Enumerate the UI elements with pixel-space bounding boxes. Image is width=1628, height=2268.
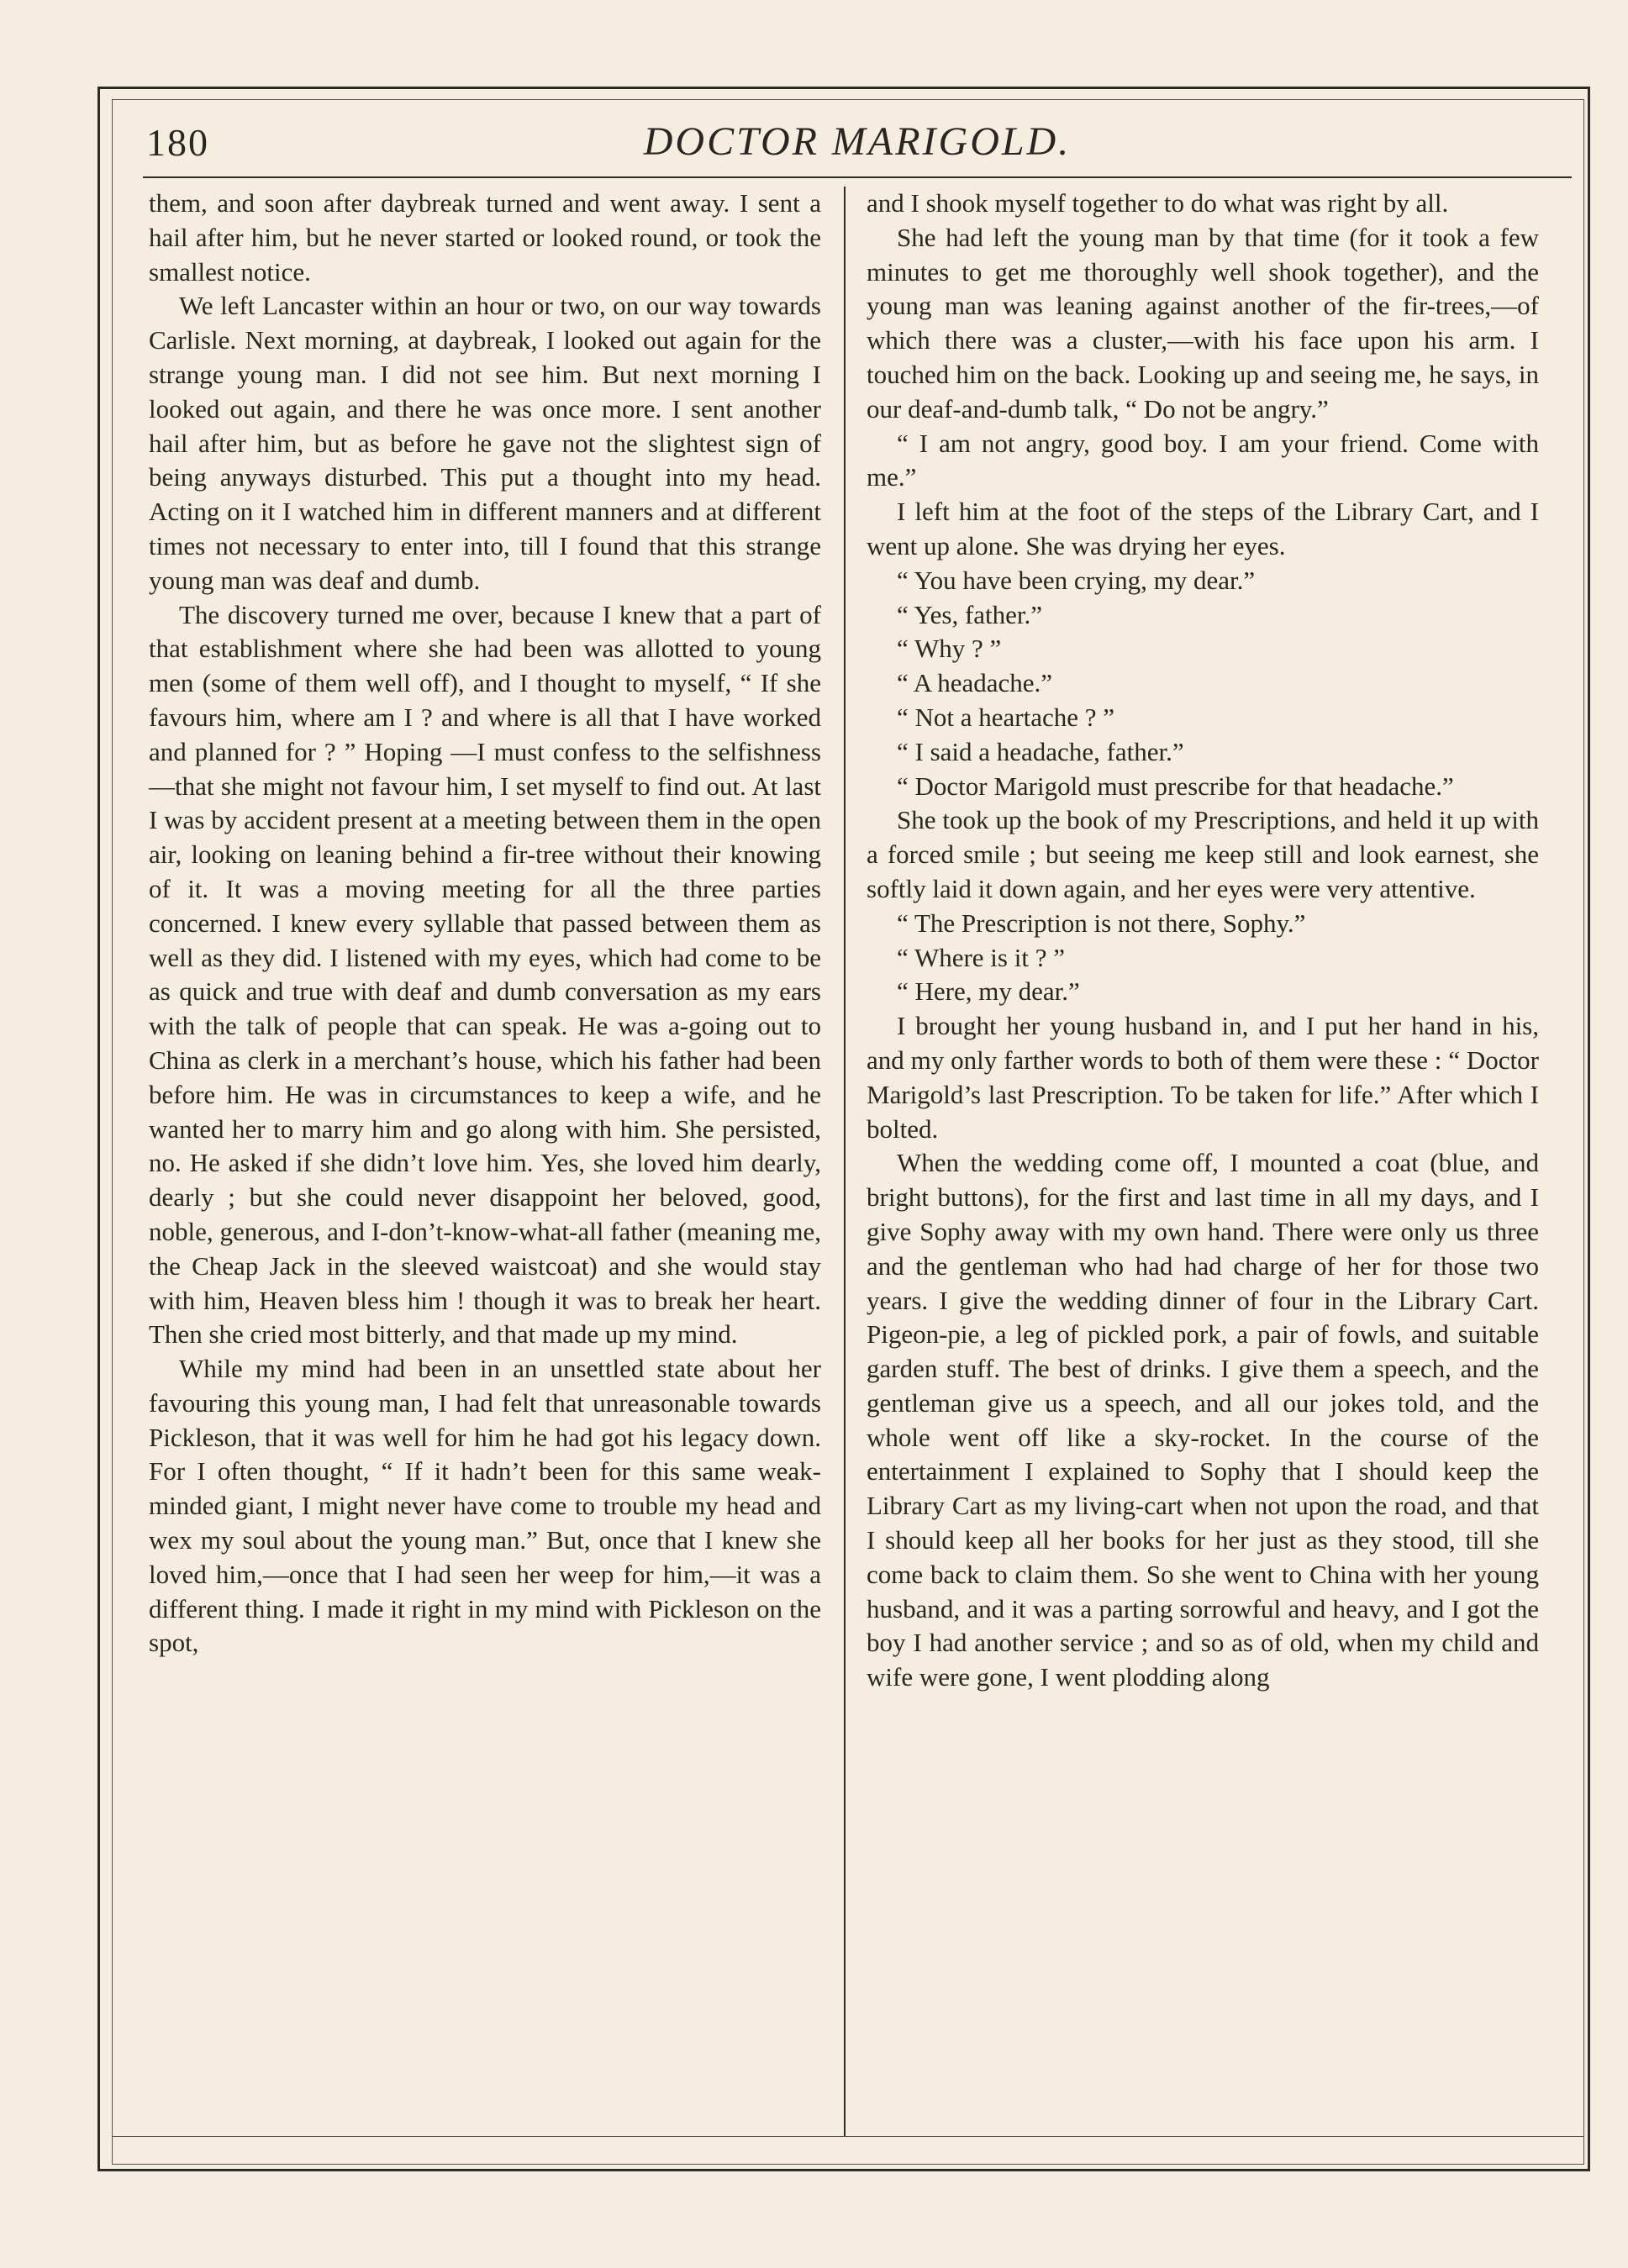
paragraph: I left him at the foot of the steps of the Library Cart, and I went up alone. She was drying her eyes. (867, 497, 1539, 560)
right-column (867, 187, 1539, 1695)
paragraph: We left Lancaster within an hour or two, on our way towards Carlisle. Next morning, at daybreak, I looked out again for the strange young man. I did not see him. But next morning I looked out again, and there he was once more. I sent another hail after him, but as before he gave not the slightest sign of being anyways disturbed. This put a thought into my head. Acting on it I watched him in different manners and at different times not necessary to enter into, till I found that this strange young man was deaf and dumb. (149, 291, 821, 595)
paragraph: She took up the book of my Prescriptions, and held it up with a forced smile ; but seeing me keep still and look earnest, she softly laid it down again, and her eyes were very attentive. (867, 805, 1539, 903)
paragraph: “ The Prescription is not there, Sophy.” (897, 908, 1306, 938)
paragraph: and I shook myself together to do what was right by all. (867, 188, 1449, 218)
paragraph: The discovery turned me over, because I knew that a part of that establishment where she had been was allotted to young men (some of them well off), and I thought to myself, “ If she favours him, where am I ? and where is all that I have worked and planned for ? ” Hoping —I must confess to the selfishness—that she might not favour him, I set myself to find out. At last I was by accident present at a meeting between them in the open air, looking on leaning behind a fir-tree without their knowing of it. It was a moving meeting for all the three parties concerned. I knew every syllable that passed between them as well as they did. I listened with my eyes, which had come to be as quick and true with deaf and dumb conversation as my ears with the talk of people that can speak. He was a-going out to China as clerk in a merchant’s house, which his father had been before him. He was in circumstances to keep a wife, and he wanted her to marry him and go along with him. She persisted, no. He asked if she didn’t love him. Yes, she loved him dearly, dearly ; but she could never disappoint her beloved, good, noble, generous, and I-don’t-know-what-all father (meaning me, the Cheap Jack in the sleeved waistcoat) and she would stay with him, Heaven bless him ! though it was to break her heart. Then she cried most bitterly, and that made up my mind. (149, 599, 821, 1350)
paragraph: “ Why ? ” (897, 634, 1002, 664)
paragraph: While my mind had been in an unsettled state about her favouring this young man, I had felt that unreasonable towards Pickleson, that it was well for him he had got his legacy down. For I often thought, “ If it hadn’t been for this same weak-minded giant, I might never have come to trouble my head and wex my soul about the young man.” But, once that I knew she loved him,—once that I had seen her weep for him,—it was a different thing. I made it right in my mind with Pickleson on the spot, (149, 1354, 821, 1658)
paragraph: “ Doctor Marigold must prescribe for that headache.” (897, 771, 1454, 801)
header-rule (143, 176, 1572, 178)
bottom-rule (112, 2136, 1584, 2137)
column-divider (844, 187, 846, 2136)
paragraph: “ You have been crying, my dear.” (897, 565, 1256, 595)
paragraph: “ Yes, father.” (897, 599, 1043, 629)
paragraph: “ A headache.” (897, 668, 1053, 698)
page-number: 180 (146, 121, 209, 164)
paragraph: “ Here, my dear.” (897, 976, 1080, 1007)
running-title: DOCTOR MARIGOLD. (643, 119, 1072, 164)
left-column (149, 187, 821, 1660)
paragraph: “ Not a heartache ? ” (897, 702, 1115, 732)
paragraph: “ I am not angry, good boy. I am your friend. Come with me.” (867, 428, 1539, 492)
paragraph: She had left the young man by that time (for it took a few minutes to get me thoroughly well shook together), and the young man was leaning against another of the fir-trees,—of which there was a cluster,—with his face upon his arm. I touched him on the back. Looking up and seeing me, he says, in our deaf-and-dumb talk, “ Do not be angry.” (867, 222, 1539, 424)
paragraph: When the wedding come off, I mounted a coat (blue, and bright buttons), for the first and last time in all my days, and I give Sophy away with my own hand. There were only us three and the gentleman who had had charge of her for those two years. I give the wedding dinner of four in the Library Cart. Pigeon-pie, a leg of pickled pork, a pair of fowls, and suitable garden stuff. The best of drinks. I give them a speech, and the gentleman give us a speech, and all our jokes told, and the whole went off like a sky-rocket. In the course of the entertainment I explained to Sophy that I should keep the Library Cart as my living-cart when not upon the road, and that I should keep all her books for her just as they stood, till she come back to claim them. So she went to China with her young husband, and it was a parting sorrowful and heavy, and I got the boy I had another service ; and so as of old, when my child and wife were gone, I went plodding along (867, 1148, 1539, 1692)
paragraph: I brought her young husband in, and I put her hand in his, and my only farther words to both of them were these : “ Doctor Marigold’s last Prescription. To be taken for life.” After which I bolted. (867, 1011, 1539, 1144)
page-header (143, 113, 1572, 181)
paragraph: “ Where is it ? ” (897, 942, 1065, 972)
paragraph: “ I said a headache, father.” (897, 736, 1184, 766)
paragraph: them, and soon after daybreak turned and went away. I sent a hail after him, but he never started or looked round, or took the smallest notice. (149, 188, 821, 287)
